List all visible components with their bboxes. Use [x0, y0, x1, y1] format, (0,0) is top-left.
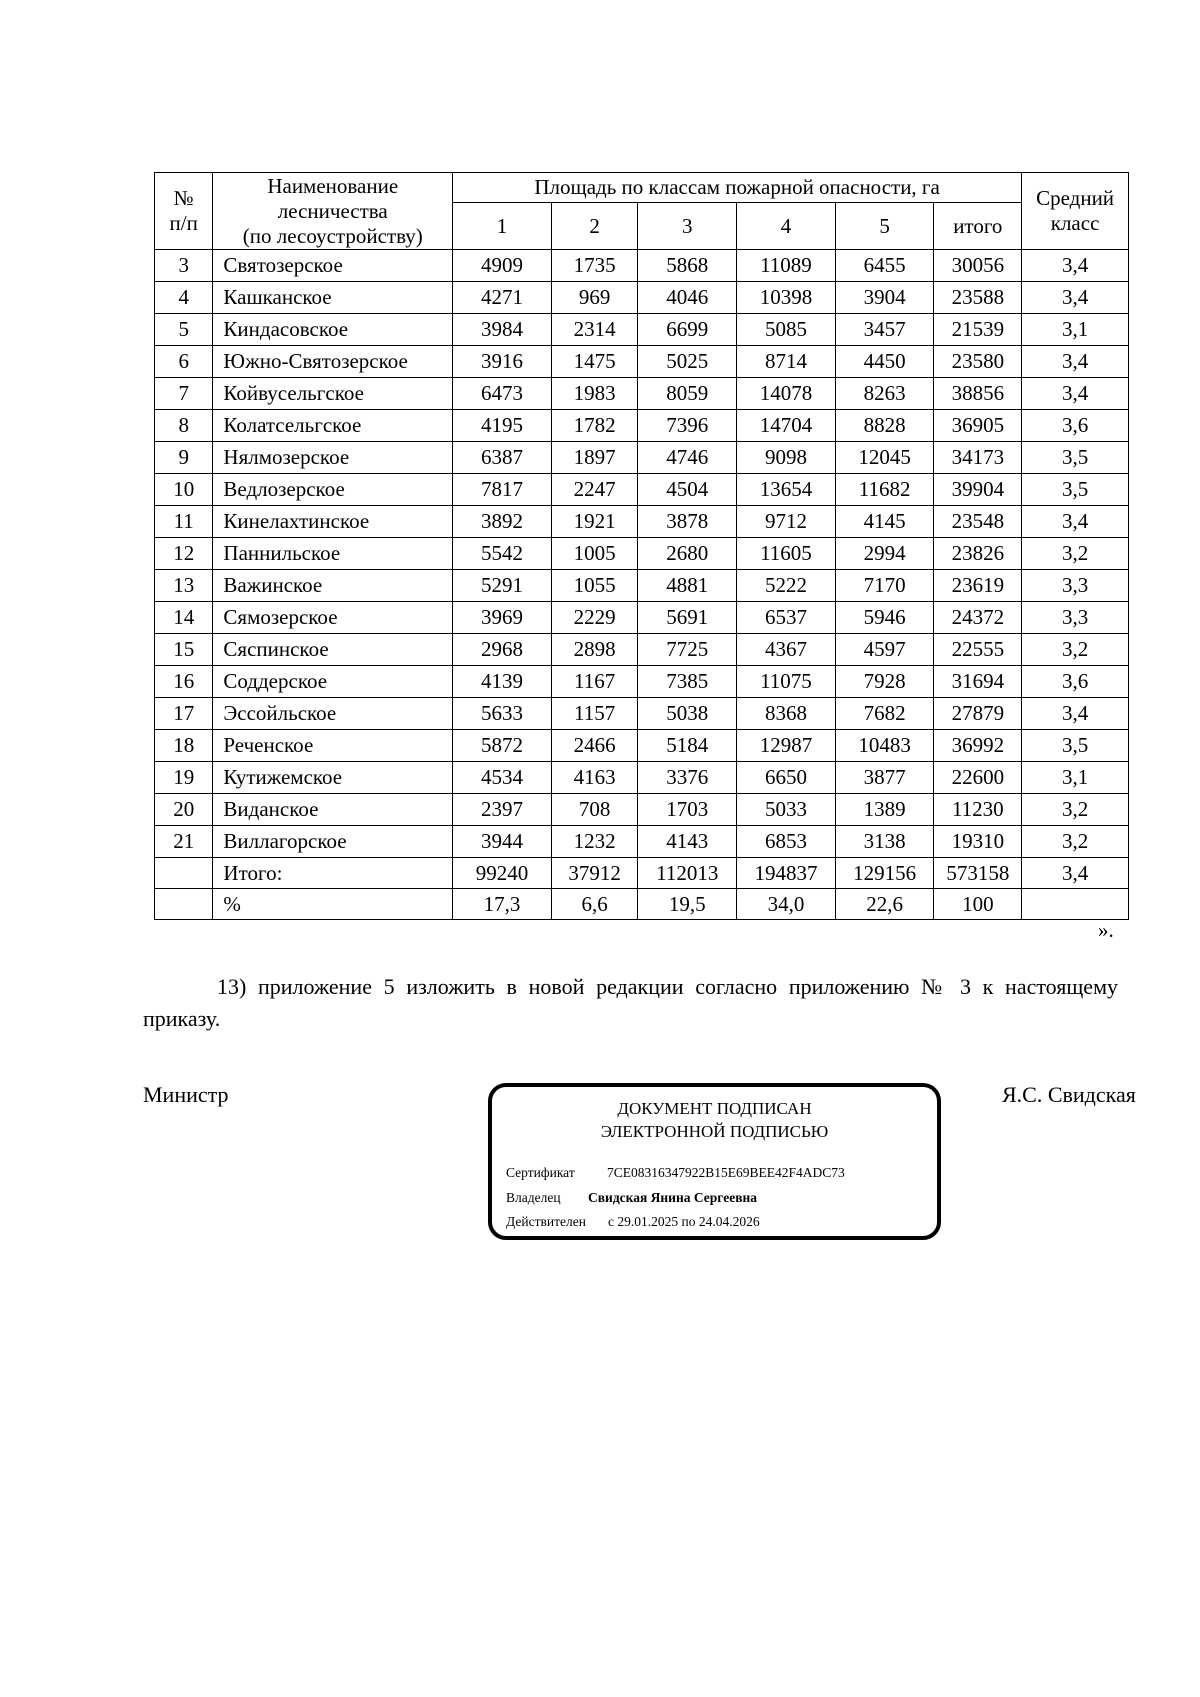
- class-4-area-cell: 11075: [737, 666, 836, 698]
- class-5-area-cell: 7170: [835, 570, 934, 602]
- total-area-cell: 39904: [934, 474, 1022, 506]
- stamp-validity-row: [506, 1214, 760, 1230]
- header-class-5: 5: [835, 203, 934, 250]
- class-3-area-cell: 7725: [638, 634, 737, 666]
- average-class-cell: 3,4: [1022, 698, 1129, 730]
- table-row: [155, 538, 1129, 570]
- stamp-validity-label: Действителен: [506, 1214, 586, 1229]
- row-number-cell: 12: [155, 538, 213, 570]
- row-number-cell: 15: [155, 634, 213, 666]
- forestry-name-cell: Кинелахтинское: [213, 506, 453, 538]
- class-1-area-cell: 5872: [453, 730, 552, 762]
- row-number-cell: 21: [155, 826, 213, 858]
- amendment-paragraph: [143, 971, 1118, 1035]
- header-average-class: Средний класс: [1022, 173, 1129, 250]
- class-3-area-cell: 1703: [638, 794, 737, 826]
- class-5-area-cell: 4597: [835, 634, 934, 666]
- forestry-name-cell: Итого:: [213, 858, 453, 889]
- forestry-name-cell: Киндасовское: [213, 314, 453, 346]
- table-row: [155, 570, 1129, 602]
- forestry-name-cell: Эссойльское: [213, 698, 453, 730]
- table-row: [155, 314, 1129, 346]
- class-3-area-cell: 5868: [638, 250, 737, 282]
- average-class-cell: 3,2: [1022, 826, 1129, 858]
- table-row: [155, 474, 1129, 506]
- class-2-area-cell: 2229: [551, 602, 638, 634]
- table-row: [155, 666, 1129, 698]
- average-class-cell: 3,1: [1022, 314, 1129, 346]
- class-2-area-cell: 1735: [551, 250, 638, 282]
- total-area-cell: 31694: [934, 666, 1022, 698]
- class-1-area-cell: 3916: [453, 346, 552, 378]
- class-3-area-cell: 4143: [638, 826, 737, 858]
- average-class-cell: 3,6: [1022, 666, 1129, 698]
- row-number-cell: 16: [155, 666, 213, 698]
- class-3-area-cell: 5691: [638, 602, 737, 634]
- class-1-area-cell: 3969: [453, 602, 552, 634]
- total-area-cell: 30056: [934, 250, 1022, 282]
- average-class-cell: 3,3: [1022, 570, 1129, 602]
- total-area-cell: 11230: [934, 794, 1022, 826]
- class-4-area-cell: 8714: [737, 346, 836, 378]
- table-row: [155, 794, 1129, 826]
- total-area-cell: 36992: [934, 730, 1022, 762]
- class-1-area-cell: 4271: [453, 282, 552, 314]
- minister-label: Министр: [143, 1082, 229, 1107]
- header-number: № п/п: [155, 173, 213, 250]
- total-area-cell: 23619: [934, 570, 1022, 602]
- row-number-cell: 14: [155, 602, 213, 634]
- class-1-area-cell: 2397: [453, 794, 552, 826]
- class-2-area-cell: 1475: [551, 346, 638, 378]
- total-area-cell: 23548: [934, 506, 1022, 538]
- class-3-area-cell: 6699: [638, 314, 737, 346]
- average-class-cell: 3,6: [1022, 410, 1129, 442]
- class-5-area-cell: 3904: [835, 282, 934, 314]
- class-1-area-cell: 5633: [453, 698, 552, 730]
- class-2-area-cell: 1782: [551, 410, 638, 442]
- row-number-cell: [155, 858, 213, 889]
- row-number-cell: 6: [155, 346, 213, 378]
- row-number-cell: 8: [155, 410, 213, 442]
- signer-name: Я.С. Свидская: [1002, 1082, 1136, 1107]
- average-class-cell: 3,2: [1022, 634, 1129, 666]
- stamp-owner-value: Свидская Янина Сергеевна: [588, 1190, 758, 1205]
- row-number-cell: 11: [155, 506, 213, 538]
- class-1-area-cell: 5291: [453, 570, 552, 602]
- average-class-cell: 3,3: [1022, 602, 1129, 634]
- class-5-area-cell: 6455: [835, 250, 934, 282]
- class-2-area-cell: 4163: [551, 762, 638, 794]
- table-row: [155, 826, 1129, 858]
- forestry-name-cell: Соддерское: [213, 666, 453, 698]
- class-3-area-cell: 4881: [638, 570, 737, 602]
- table-row: [155, 378, 1129, 410]
- class-5-area-cell: 4145: [835, 506, 934, 538]
- class-2-area-cell: 2247: [551, 474, 638, 506]
- class-5-area-cell: 3457: [835, 314, 934, 346]
- class-3-area-cell: 7396: [638, 410, 737, 442]
- class-5-area-cell: 8828: [835, 410, 934, 442]
- forestry-name-cell: Реченское: [213, 730, 453, 762]
- forestry-name-cell: Койвусельгское: [213, 378, 453, 410]
- class-4-area-cell: 11089: [737, 250, 836, 282]
- class-4-area-cell: 5222: [737, 570, 836, 602]
- forestry-name-cell: Виданское: [213, 794, 453, 826]
- total-area-cell: 38856: [934, 378, 1022, 410]
- table-row: [155, 698, 1129, 730]
- class-4-area-cell: 8368: [737, 698, 836, 730]
- total-area-cell: 22555: [934, 634, 1022, 666]
- class-5-area-cell: 1389: [835, 794, 934, 826]
- row-number-cell: 17: [155, 698, 213, 730]
- forestry-name-cell: Важинское: [213, 570, 453, 602]
- forestry-name-cell: Колатсельгское: [213, 410, 453, 442]
- stamp-certificate-row: [506, 1165, 845, 1181]
- class-1-area-cell: 3892: [453, 506, 552, 538]
- class-4-area-cell: 14704: [737, 410, 836, 442]
- class-1-area-cell: 3944: [453, 826, 552, 858]
- average-class-cell: 3,4: [1022, 378, 1129, 410]
- average-class-cell: [1022, 889, 1129, 920]
- class-3-area-cell: 5038: [638, 698, 737, 730]
- row-number-cell: 9: [155, 442, 213, 474]
- table-body: [155, 250, 1129, 920]
- table-row: [155, 250, 1129, 282]
- class-2-area-cell: 37912: [551, 858, 638, 889]
- class-4-area-cell: 11605: [737, 538, 836, 570]
- forestry-name-cell: %: [213, 889, 453, 920]
- class-1-area-cell: 4534: [453, 762, 552, 794]
- class-3-area-cell: 4046: [638, 282, 737, 314]
- total-row: [155, 858, 1129, 889]
- total-area-cell: 34173: [934, 442, 1022, 474]
- row-number-cell: 19: [155, 762, 213, 794]
- average-class-cell: 3,4: [1022, 506, 1129, 538]
- header-class-2: 2: [551, 203, 638, 250]
- class-3-area-cell: 7385: [638, 666, 737, 698]
- class-4-area-cell: 6853: [737, 826, 836, 858]
- class-2-area-cell: 2466: [551, 730, 638, 762]
- class-1-area-cell: 4195: [453, 410, 552, 442]
- class-4-area-cell: 12987: [737, 730, 836, 762]
- class-3-area-cell: 8059: [638, 378, 737, 410]
- class-2-area-cell: 2898: [551, 634, 638, 666]
- class-5-area-cell: 3877: [835, 762, 934, 794]
- class-1-area-cell: 99240: [453, 858, 552, 889]
- fire-danger-table: [154, 172, 1129, 920]
- total-area-cell: 573158: [934, 858, 1022, 889]
- class-4-area-cell: 6650: [737, 762, 836, 794]
- class-3-area-cell: 3376: [638, 762, 737, 794]
- class-5-area-cell: 22,6: [835, 889, 934, 920]
- total-area-cell: 23826: [934, 538, 1022, 570]
- class-5-area-cell: 4450: [835, 346, 934, 378]
- class-3-area-cell: 4504: [638, 474, 737, 506]
- class-1-area-cell: 6387: [453, 442, 552, 474]
- row-number-cell: 13: [155, 570, 213, 602]
- total-area-cell: 21539: [934, 314, 1022, 346]
- class-4-area-cell: 34,0: [737, 889, 836, 920]
- row-number-cell: 18: [155, 730, 213, 762]
- forestry-name-cell: Кутижемское: [213, 762, 453, 794]
- class-1-area-cell: 2968: [453, 634, 552, 666]
- stamp-title-line2: ЭЛЕКТРОННОЙ ПОДПИСЬЮ: [600, 1122, 829, 1141]
- class-5-area-cell: 2994: [835, 538, 934, 570]
- table-row: [155, 282, 1129, 314]
- forestry-name-cell: Кашканское: [213, 282, 453, 314]
- total-area-cell: 22600: [934, 762, 1022, 794]
- class-5-area-cell: 10483: [835, 730, 934, 762]
- class-4-area-cell: 9098: [737, 442, 836, 474]
- row-number-cell: 20: [155, 794, 213, 826]
- average-class-cell: 3,5: [1022, 474, 1129, 506]
- stamp-owner-label: Владелец: [506, 1190, 561, 1205]
- forestry-name-cell: Нялмозерское: [213, 442, 453, 474]
- class-4-area-cell: 5033: [737, 794, 836, 826]
- class-4-area-cell: 4367: [737, 634, 836, 666]
- row-number-cell: 5: [155, 314, 213, 346]
- total-area-cell: 24372: [934, 602, 1022, 634]
- class-5-area-cell: 129156: [835, 858, 934, 889]
- class-1-area-cell: 4139: [453, 666, 552, 698]
- total-area-cell: 23580: [934, 346, 1022, 378]
- class-2-area-cell: 1157: [551, 698, 638, 730]
- forestry-name-cell: Святозерское: [213, 250, 453, 282]
- class-4-area-cell: 5085: [737, 314, 836, 346]
- average-class-cell: 3,5: [1022, 730, 1129, 762]
- total-area-cell: 23588: [934, 282, 1022, 314]
- class-5-area-cell: 12045: [835, 442, 934, 474]
- header-forestry-name: Наименование лесничества (по лесоустройству): [213, 173, 453, 250]
- average-class-cell: 3,2: [1022, 538, 1129, 570]
- forestry-name-cell: Ведлозерское: [213, 474, 453, 506]
- table-row: [155, 602, 1129, 634]
- class-2-area-cell: 708: [551, 794, 638, 826]
- class-3-area-cell: 3878: [638, 506, 737, 538]
- class-2-area-cell: 1005: [551, 538, 638, 570]
- closing-quote: ».: [1098, 918, 1114, 942]
- class-1-area-cell: 3984: [453, 314, 552, 346]
- class-5-area-cell: 3138: [835, 826, 934, 858]
- amendment-text: 13) приложение 5 изложить в новой редакции согласно приложению № 3 к настоящему приказу.: [143, 974, 1118, 1031]
- stamp-owner-row: [506, 1190, 757, 1206]
- class-3-area-cell: 5025: [638, 346, 737, 378]
- class-2-area-cell: 969: [551, 282, 638, 314]
- table-row: [155, 442, 1129, 474]
- class-4-area-cell: 6537: [737, 602, 836, 634]
- class-1-area-cell: 4909: [453, 250, 552, 282]
- header-area-group: Площадь по классам пожарной опасности, га: [453, 173, 1022, 203]
- table-header: [155, 173, 1129, 250]
- class-1-area-cell: 6473: [453, 378, 552, 410]
- class-3-area-cell: 112013: [638, 858, 737, 889]
- forestry-name-cell: Южно-Святозерское: [213, 346, 453, 378]
- average-class-cell: 3,4: [1022, 858, 1129, 889]
- class-4-area-cell: 194837: [737, 858, 836, 889]
- total-area-cell: 100: [934, 889, 1022, 920]
- table-row: [155, 506, 1129, 538]
- row-number-cell: [155, 889, 213, 920]
- average-class-cell: 3,4: [1022, 282, 1129, 314]
- forestry-name-cell: Сямозерское: [213, 602, 453, 634]
- class-4-area-cell: 10398: [737, 282, 836, 314]
- table-row: [155, 634, 1129, 666]
- class-4-area-cell: 9712: [737, 506, 836, 538]
- class-5-area-cell: 11682: [835, 474, 934, 506]
- total-area-cell: 27879: [934, 698, 1022, 730]
- class-2-area-cell: 1055: [551, 570, 638, 602]
- class-2-area-cell: 1167: [551, 666, 638, 698]
- class-3-area-cell: 5184: [638, 730, 737, 762]
- class-1-area-cell: 17,3: [453, 889, 552, 920]
- stamp-certificate-value: 7CE08316347922B15E69BEE42F4ADC73: [607, 1165, 845, 1180]
- class-1-area-cell: 7817: [453, 474, 552, 506]
- class-1-area-cell: 5542: [453, 538, 552, 570]
- class-2-area-cell: 1921: [551, 506, 638, 538]
- class-3-area-cell: 4746: [638, 442, 737, 474]
- class-5-area-cell: 5946: [835, 602, 934, 634]
- total-row: [155, 889, 1129, 920]
- class-2-area-cell: 1232: [551, 826, 638, 858]
- row-number-cell: 4: [155, 282, 213, 314]
- header-class-3: 3: [638, 203, 737, 250]
- average-class-cell: 3,1: [1022, 762, 1129, 794]
- average-class-cell: 3,4: [1022, 250, 1129, 282]
- class-3-area-cell: 19,5: [638, 889, 737, 920]
- class-2-area-cell: 2314: [551, 314, 638, 346]
- stamp-validity-value: с 29.01.2025 по 24.04.2026: [608, 1214, 760, 1229]
- class-2-area-cell: 1897: [551, 442, 638, 474]
- total-area-cell: 36905: [934, 410, 1022, 442]
- class-4-area-cell: 13654: [737, 474, 836, 506]
- class-3-area-cell: 2680: [638, 538, 737, 570]
- average-class-cell: 3,5: [1022, 442, 1129, 474]
- total-area-cell: 19310: [934, 826, 1022, 858]
- forestry-name-cell: Сяспинское: [213, 634, 453, 666]
- table-row: [155, 346, 1129, 378]
- table-row: [155, 730, 1129, 762]
- row-number-cell: 3: [155, 250, 213, 282]
- stamp-title-line1: ДОКУМЕНТ ПОДПИСАН: [617, 1099, 812, 1118]
- average-class-cell: 3,4: [1022, 346, 1129, 378]
- class-2-area-cell: 6,6: [551, 889, 638, 920]
- average-class-cell: 3,2: [1022, 794, 1129, 826]
- header-class-total: итого: [934, 203, 1022, 250]
- table-row: [155, 762, 1129, 794]
- header-class-4: 4: [737, 203, 836, 250]
- class-5-area-cell: 8263: [835, 378, 934, 410]
- stamp-certificate-label: Сертификат: [506, 1165, 575, 1180]
- row-number-cell: 7: [155, 378, 213, 410]
- class-2-area-cell: 1983: [551, 378, 638, 410]
- class-5-area-cell: 7928: [835, 666, 934, 698]
- forestry-name-cell: Виллагорское: [213, 826, 453, 858]
- class-4-area-cell: 14078: [737, 378, 836, 410]
- row-number-cell: 10: [155, 474, 213, 506]
- class-5-area-cell: 7682: [835, 698, 934, 730]
- table-row: [155, 410, 1129, 442]
- header-class-1: 1: [453, 203, 552, 250]
- forestry-name-cell: Паннильское: [213, 538, 453, 570]
- electronic-signature-stamp: [488, 1083, 941, 1240]
